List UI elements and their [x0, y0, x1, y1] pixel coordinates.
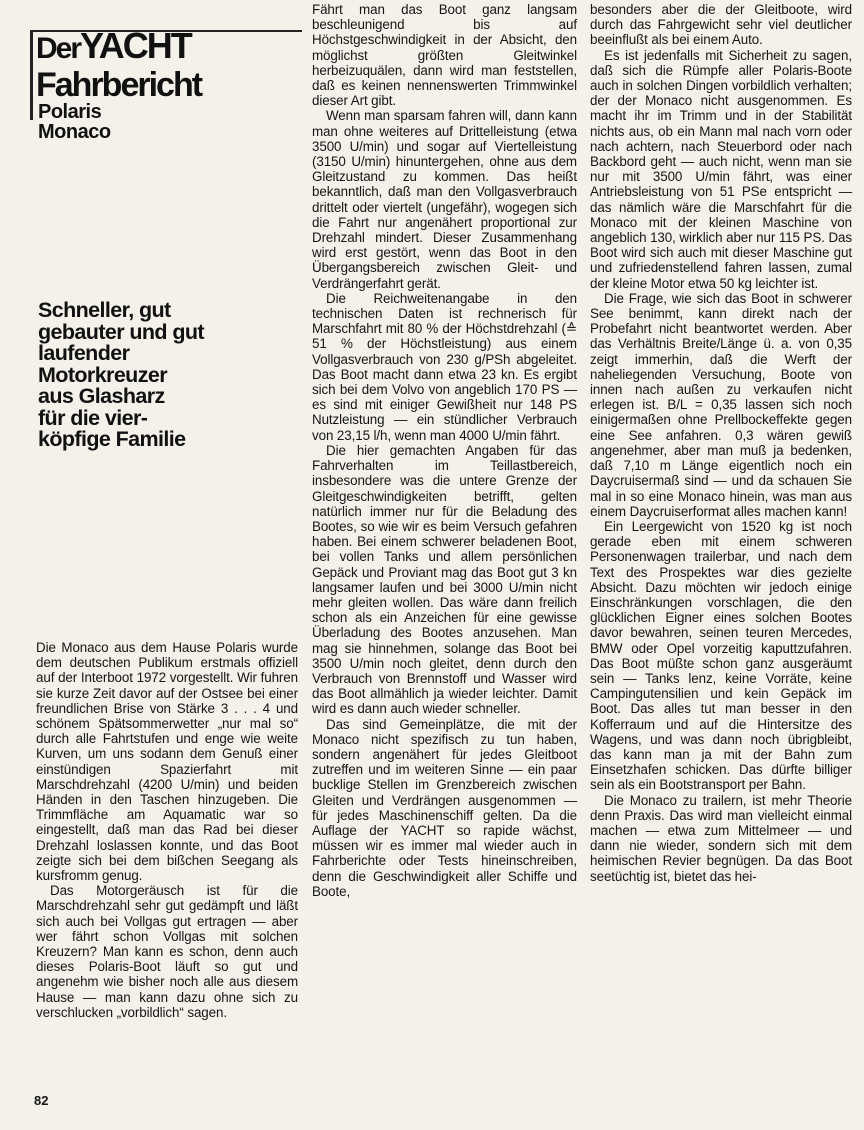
- page-number: 82: [34, 1093, 49, 1108]
- model-line: Monaco: [38, 121, 111, 143]
- article-column-3: [590, 2, 852, 884]
- masthead-yacht: YACHT: [80, 25, 191, 66]
- headline-line: für die vier-: [38, 405, 148, 430]
- masthead-rule-left: [30, 30, 33, 120]
- paragraph: Wenn man sparsam fahren will, dann kann man ohne weiteres auf Drittelleistung (etwa 3500 U/min) und sogar auf Viertelleistung (3150 U/min) hinuntergehen, ohne aus dem Gleitzustand zu kommen. Das heißt bekanntlich, daß man den Vollgasverbrauch drittelt oder viertelt (ungefähr), wogegen sich die Fahrt nur angenähert proportional zur Drehzahl mindert. Dieser Zusammenhang wird erst gestört, wenn das Boot in den Übergangsbereich zwischen Gleit- und Verdrängerfahrt gerät.: [312, 108, 577, 291]
- paragraph: Fährt man das Boot ganz langsam beschleunigend bis auf Höchstgeschwindigkeit in der Absicht, den möglichst größten Gleitwinkel herbeizuquälen, dann wird man feststellen, daß es keinen nennenswerten Trimmwinkel dieser Art gibt.: [312, 2, 577, 109]
- paragraph: Die Frage, wie sich das Boot in schwerer See benimmt, kann direkt nach der Probefahrt nicht beantwortet werden. Aber das Verhältnis Breite/Länge ü. a. von 0,35 zeigt immerhin, daß die Werft der naheliegenden Versuchung, Boote von innen nach außen zu verkaufen nicht erlegen ist. B/L = 0,35 lassen sich noch einigermaßen ohne Prellbockeffekte gegen eine See anfahren. 0,3 wären gewiß angenehmer, aber man muß ja bedenken, daß 7,10 m Länge eigentlich noch ein Daycruisermaß sind — und da schauen Sie mal in so eine Monaco hinein, was man aus einem Daycruiserformat alles machen kann!: [590, 290, 852, 519]
- headline-line: köpfige Familie: [38, 427, 186, 451]
- paragraph: Es ist jedenfalls mit Sicherheit zu sagen, daß sich die Rümpfe aller Polaris-Boote auch in solchen Dingen vorbildlich verhalten; der der Monaco nicht ausgenommen. Es macht ihr im Trimm und in der Stabilität nichts aus, ob ein Mann mal nach vorn oder nach achtern, nach Steuerbord oder nach Backbord geht — auch nicht, wenn man sie nur mit 3500 U/min fährt, was einer Antriebsleistung von 51 PSe entspricht — das nämlich wäre die Marschfahrt für die Monaco mit der kleinen Maschine von angeblich 130, wirklich aber nur 115 PS. Das Boot wird sich auch mit dieser Maschine gut und zufriedenstellend fahren lassen, zumal der kleine Motor etwa 50 kg leichter ist.: [590, 47, 852, 291]
- paragraph: Die hier gemachten Angaben für das Fahrverhalten im Teillastbereich, insbesondere was die untere Grenze der Gleitgeschwindigkeiten betrifft, gelten natürlich immer nur für die Beladung des Bootes, so wie wir es beim Versuch gefahren haben. Bei einem schwerer beladenen Boot, bei vollen Tanks und allem persönlichen Gepäck und Proviant mag das Boot gut 3 kn langsamer laufen und bei 3000 U/min nicht mehr gleiten wollen. Das wäre dann freilich schon als ein Anzeichen für eine gewisse Überladung des Bootes anzusehen. Man mag sie hinnehmen, solange das Boot bei 3500 U/min noch gleitet, denn durch den Verbrauch von Brennstoff und Wasser wird das Boot allmählich ja wieder leichter. Damit wird es dann auch wieder schneller.: [312, 442, 577, 717]
- headline-line: aus Glasharz: [38, 384, 165, 408]
- paragraph: besonders aber die der Gleitboote, wird durch das Fahrgewicht sehr viel deutlicher beeinflußt als bei einem Auto.: [590, 2, 852, 48]
- article-headline: [38, 300, 300, 451]
- paragraph: Die Monaco zu trailern, ist mehr Theorie denn Praxis. Das wird man vielleicht einmal machen — etwa zum Mittelmeer — und dann nie wieder, sondern sich mit dem heimischen Revier begnügen. Da das Boot seetüchtig ist, bietet das hei-: [590, 792, 852, 884]
- paragraph: Die Monaco aus dem Hause Polaris wurde dem deutschen Publikum erstmals offiziell auf der Interboot 1972 vorgestellt. Wir fuhren sie kurze Zeit davor auf der Ostsee bei einer freundlichen Brise von Stärke 3 . . . 4 und schönem Spätsommerwetter „nur mal so“ durch alle Fahrtstufen und enge wie weite Kurven, um uns sodann dem Genuß einer einstündigen Spazierfahrt mit Marschdrehzahl (4200 U/min) und beiden Händen in den Taschen hinzugeben. Die Trimmfläche am Aquamatic war so eingestellt, daß man das Rad bei dieser Drehzahl loslassen konnte, und das Boot zeigte sich bei dem bißchen Seegang als kursfromm genug.: [36, 640, 298, 884]
- article-column-2: [312, 2, 577, 899]
- paragraph: Das sind Gemeinplätze, die mit der Monaco nicht spezifisch zu tun haben, sondern angenähert für jedes Gleitboot zutreffen und im weiteren Sinne — ein paar bucklige Stellen im Grenzbereich zwischen Gleiten und Verdrängen ausgenommen — für jedes Maschinenschiff gelten. Da die Auflage der YACHT so rapide wächst, müssen wir es immer mal wieder auch in Fahrberichte oder Tests hineinschreiben, denn die Geschwindigkeit aller Schiffe und Boote,: [312, 716, 577, 899]
- headline-line: Motorkreuzer: [38, 362, 167, 387]
- boat-model-title: [38, 102, 298, 142]
- article-column-1: [36, 640, 298, 1020]
- masthead-der: Der: [36, 32, 81, 65]
- headline-line: laufender: [38, 341, 130, 365]
- paragraph: Die Reichweitenangabe in den technischen Daten ist rechnerisch für Marschfahrt mit 80 % der Höchstdrehzahl (≙ 51 % der Höchstleistung) aus einem Vollgasverbrauch von 230 g/PSh abgeleitet. Das Boot macht dann etwa 23 kn. Es ergibt sich bei dem Volvo von angeblich 170 PS — es sind mit einiger Gewißheit nur 148 PS Nutzleistung — ein stündlicher Verbrauch von 23,15 l/h, wenn man 4000 U/min fährt.: [312, 290, 577, 443]
- paragraph: Ein Leergewicht von 1520 kg ist noch gerade eben mit einem schweren Personenwagen trailerbar, und nach dem Text des Prospektes war dies gezielte Absicht. Dazu möchten wir jedoch einige Einschränkungen vorschlagen, die den glücklichen Eigner eines solchen Bootes davor bewahren, seinen teuren Mercedes, BMW oder Opel vorzeitig kaputtzufahren. Das Boot müßte schon ganz ausgeräumt sein — Tanks lenz, keine Vorräte, keine Campingutensilien und kein Gepäck im Boot. Das alles tut man besser in den Kofferraum und auf die Hintersitze des Wagens, und was dann noch übrigbleibt, das kann man ja mit der Bahn zum Einsetzhafen schicken. Das dürfte billiger sein als ein Bootstransport per Bahn.: [590, 518, 852, 793]
- model-line: Polaris: [38, 101, 102, 123]
- headline-line: gebauter und gut: [38, 319, 204, 344]
- paragraph: Das Motorgeräusch ist für die Marschdrehzahl sehr gut gedämpft und läßt sich auch bei Vollgas gut ertragen — aber wer fährt schon Vollgas mit solchen Kreuzern? Man kann es schon, denn auch dieses Polaris-Boot läuft so gut und angenehm wie bisher noch alle aus diesem Hause — man kann dazu ohne sich zu verschlucken „vorbildlich“ sagen.: [36, 883, 298, 1020]
- masthead: [36, 25, 300, 104]
- headline-line: Schneller, gut: [38, 298, 171, 322]
- masthead-fahrbericht: Fahrbericht: [36, 66, 202, 104]
